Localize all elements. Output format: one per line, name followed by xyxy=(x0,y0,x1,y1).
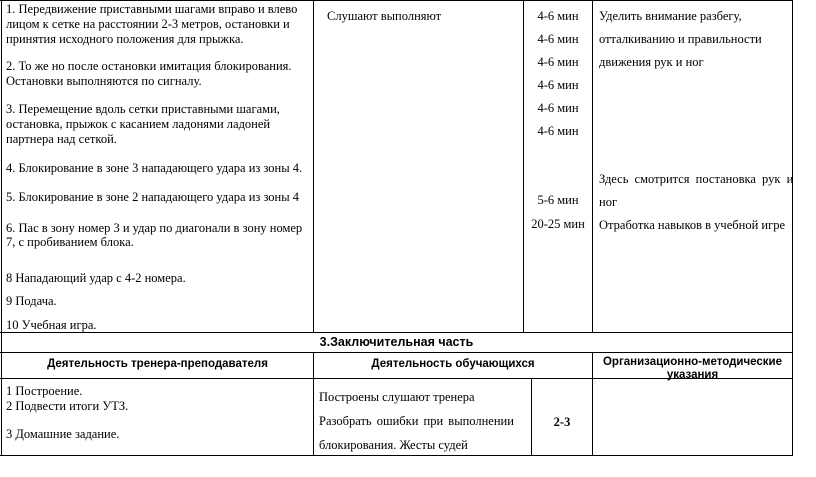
duration-5: 4-6 мин xyxy=(537,101,579,115)
left-border xyxy=(1,0,2,456)
section-top-border xyxy=(0,332,793,333)
table-bottom-border xyxy=(0,455,793,456)
top-border xyxy=(0,0,793,1)
activity-8-line-1: 8 Нападающий удар с 4-2 номера. xyxy=(6,271,186,285)
right-border xyxy=(792,0,793,456)
top-col-divider-2 xyxy=(523,0,524,332)
final-coach-line-1: 1 Построение. xyxy=(6,384,83,398)
top-students-cell: Слушают выполняют xyxy=(327,9,442,23)
duration-7: 5-6 мин xyxy=(537,193,579,207)
activity-2-line-1: 2. То же но после остановки имитация блокирования. xyxy=(6,59,292,73)
duration-6: 4-6 мин xyxy=(537,124,579,138)
section-title: 3.Заключительная часть xyxy=(319,335,474,349)
header-methods-line-2: указания xyxy=(666,369,719,381)
duration-8: 20-25 мин xyxy=(531,217,585,231)
duration-1: 4-6 мин xyxy=(537,9,579,23)
header-coach: Деятельность тренера-преподавателя xyxy=(47,358,268,370)
activity-4-line-1: 4. Блокирование в зоне 3 нападающего удара из зоны 4. xyxy=(6,161,303,175)
header-methods-line-1: Организационно-методические xyxy=(602,356,783,368)
activity-1-line-2: лицом к сетке на расстоянии 2-3 метров, остановки и xyxy=(6,17,290,31)
final-students-line-3: блокирования. Жесты судей xyxy=(319,438,468,452)
final-duration-cell: 2-3 xyxy=(553,415,571,429)
section-bottom-border xyxy=(0,352,793,353)
note-line-3: движения рук и ног xyxy=(599,55,704,69)
activity-1-line-3: принятия исходного положения для прыжка. xyxy=(6,32,244,46)
activity-9-line-1: 9 Подача. xyxy=(6,294,57,308)
activity-3-line-3: партнера над сеткой. xyxy=(6,132,117,146)
activity-1-line-1: 1. Передвижение приставными шагами вправо и влево xyxy=(6,2,298,16)
top-col-divider-1 xyxy=(313,0,314,332)
activity-5-line-1: 5. Блокирование в зоне 2 нападающего удара из зоны 4 xyxy=(6,190,300,204)
activity-6-line-1: 6. Пас в зону номер 3 и удар по диагонали в зону номер xyxy=(6,221,303,235)
activity-3-line-2: остановка, прыжок с касанием ладонями ладоней xyxy=(6,117,271,131)
note-line-4: Здесь смотрится постановка рук и xyxy=(599,172,794,186)
duration-2: 4-6 мин xyxy=(537,32,579,46)
activity-2-line-2: Остановки выполняются по сигналу. xyxy=(6,74,202,88)
note-line-5: ног xyxy=(599,195,618,209)
final-coach-line-3: 3 Домашние задание. xyxy=(6,427,120,441)
note-line-2: отталкиванию и правильности xyxy=(599,32,762,46)
duration-3: 4-6 мин xyxy=(537,55,579,69)
final-students-line-1: Построены слушают тренера xyxy=(319,390,475,404)
note-line-1: Уделить внимание разбегу, xyxy=(599,9,742,23)
final-students-line-2: Разобрать ошибки при выполнении xyxy=(319,414,514,428)
header-students: Деятельность обучающихся xyxy=(371,358,535,370)
activity-6-line-2: 7, с пробиванием блока. xyxy=(6,235,134,249)
top-col-divider-3 xyxy=(592,0,593,332)
activity-10-line-1: 10 Учебная игра. xyxy=(6,318,97,332)
activity-3-line-1: 3. Перемещение вдоль сетки приставными шагами, xyxy=(6,102,280,116)
final-coach-line-2: 2 Подвести итоги УТЗ. xyxy=(6,399,129,413)
note-line-6: Отработка навыков в учебной игре xyxy=(599,218,785,232)
duration-4: 4-6 мин xyxy=(537,78,579,92)
